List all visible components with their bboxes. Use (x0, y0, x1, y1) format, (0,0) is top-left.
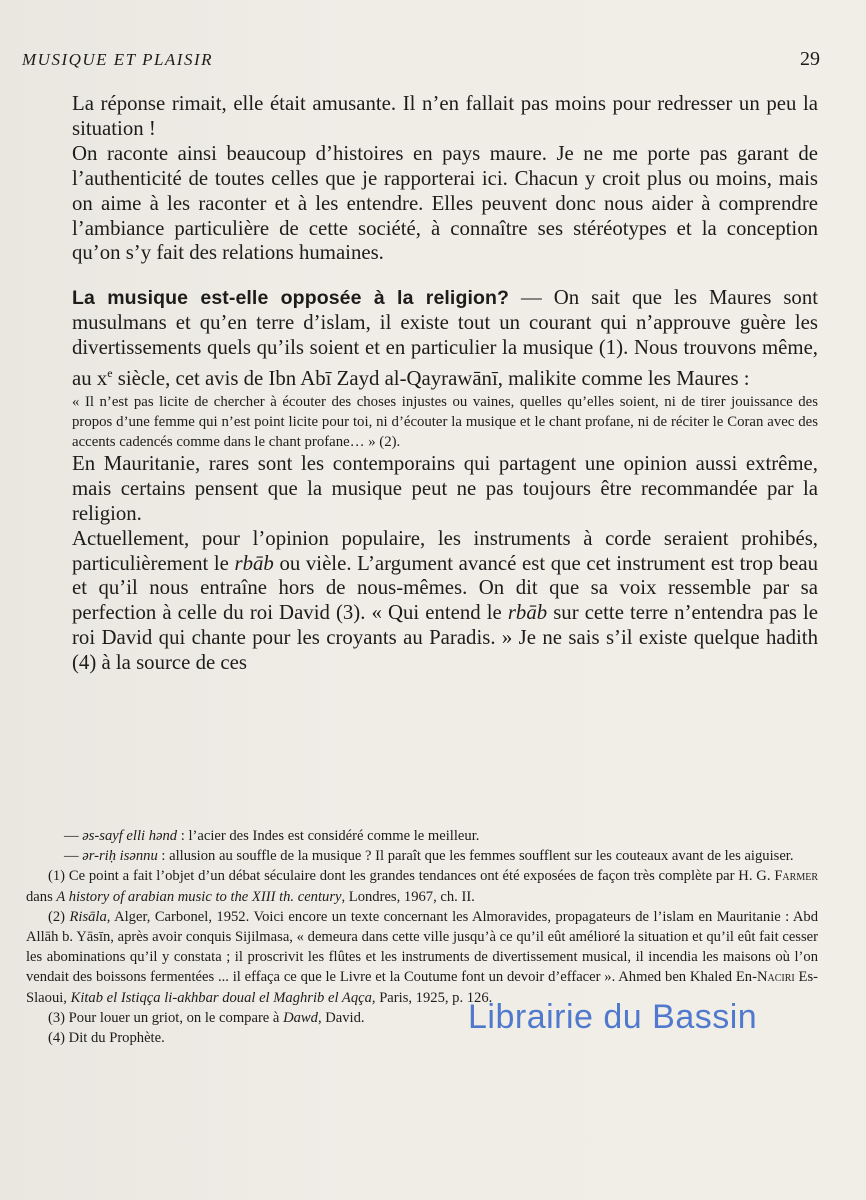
main-text (72, 92, 818, 676)
paragraph-4 (72, 452, 818, 527)
footnote-2-text-c: Es-Slaoui, (26, 969, 818, 1006)
footnote-2-text-d: , Paris, 1925, p. 126. (371, 989, 493, 1006)
glossary-text-b: : allusion au souffle de la musique ? Il paraît que les femmes soufflent sur les couteaux avant de les aiguiser. (157, 848, 794, 865)
note-glossary-b: — ər-riḥ isənnu : allusion au souffle de la musique ? Il paraît que les femmes soufflent sur les couteaux avant de les aiguiser. (64, 848, 794, 865)
paragraph-2-text: On raconte ainsi beaucoup d’histoires en pays maure. Je ne me porte pas garant de l’authenticité de toutes celles que je rapporterai ici. Chacun y croit plus ou moins, mais on aime à les raconter et à les entendre. Elles peuvent donc nous aider à comprendre l’ambiance particulière de cette société, à connaître ses stéréotypes et la conception qu’on s’y fait des relations humaines. (72, 141, 818, 265)
paragraph-1 (72, 92, 818, 142)
section-heading: La musique est-elle opposée à la religion? (72, 287, 510, 310)
glossary-text-a: : l’acier des Indes est considéré comme le meilleur. (177, 828, 480, 844)
paragraph-5-text-a: Actuellement, pour l’opinion populaire, les instruments à corde seraient prohibés, particulièrement le (72, 526, 818, 575)
footnote-2-text-b: , Alger, Carbonel, 1952. Voici encore un texte concernant les Almoravides, propagateurs de l’islam en Mauritanie : Abd Allāh b. Yāsīn, après avoir conquis Sijilmasa, « demeura dans cette ville jusqu’à ce qu’il eût amélioré la situation et qu’il eût fait cesser les abominations qu’il y constata ; il proscrivit les flûtes et les instruments de divertissement musical, il incendia les maisons où l’on vendait des boissons fermentées ... il effaça ce que le Livre et la Coutume font un devoir d’effacer ». Ahmed ben Khaled En- (26, 908, 819, 986)
footnote-1-title: A history of arabian music to the XIII th. century (56, 888, 342, 905)
footnote-2-book: Kitab el Istiqça li-akhbar doual el Maghrib el Aqça (70, 989, 372, 1006)
footnote-3-term: Dawd (283, 1009, 318, 1026)
block-quote: « Il n’est pas licite de chercher à écouter des choses injustes ou vaines, quelles qu’elles soient, ni de tirer jouissance des propos d’une femme qui n’est point licite pour toi, ni d’écouter la musique et le chant profane, ni de réciter le Coran avec des accents cadencés comme dans le chant profane… » (2). (72, 393, 818, 450)
running-title: MUSIQUE ET PLAISIR (22, 50, 213, 69)
century-superscript: e (107, 366, 113, 381)
footnote-1-author: Farmer (774, 868, 818, 885)
footnote-2 (26, 907, 818, 1008)
page-header (22, 48, 820, 71)
paragraph-3-text-a: — On sait que les Maures sont musulmans et qu’en terre d’islam, il existe tout un courant qui n’approuve guère les divertissements quels qu’ils soient et en particulier la musique (1). Nous trouvons même, au x (72, 286, 818, 390)
footnote-1-text-b: dans (26, 888, 57, 905)
paragraph-5 (72, 527, 818, 676)
glossary-term-b: ər-riḥ isənnu (82, 848, 158, 865)
footnote-1-text-c: , Londres, 1967, ch. II. (341, 888, 475, 905)
paragraph-5-text-b: ou vièle. L’argument avancé est que cet instrument est trop beau et qu’il nous entraîne hors de nous-mêmes. On dit que sa voix ressemble par sa perfection à celle du roi David (3). « Qui entend le (72, 551, 818, 625)
footnote-4-text: (4) Dit du Prophète. (48, 1030, 165, 1047)
glossary-term-a: əs-sayf elli hənd (82, 828, 178, 844)
footnote-3-text-b: , David. (317, 1009, 365, 1026)
footnote-3-text-a: (3) Pour louer un griot, on le compare à (48, 1009, 284, 1026)
paragraph-3 (72, 286, 818, 392)
paragraph-1-text: La réponse rimait, elle était amusante. Il n’en fallait pas moins pour redresser un peu la situation ! (72, 92, 818, 140)
footnote-2-author: Naciri (756, 969, 795, 986)
term-rbab-2: rbāb (507, 601, 548, 625)
page-number: 29 (800, 48, 820, 70)
paragraph-2 (72, 142, 818, 267)
paragraph-5-text-c: sur cette terre n’entendra pas le roi David qui chante pour les croyants au Paradis. » Je ne sais s’il existe quelque hadith (4) à la source de ces (72, 601, 818, 675)
term-rbab: rbāb (234, 551, 274, 575)
footnote-2-title: Risāla (69, 908, 107, 925)
footnote-2-num: (2) (48, 908, 70, 925)
footnote-1 (26, 866, 818, 906)
paragraph-4-text: En Mauritanie, rares sont les contemporains qui partagent une opinion aussi extrême, mais certains pensent que la musique peut ne pas toujours être recommandée par la religion. (72, 451, 818, 525)
footnote-1-text-a: (1) Ce point a fait l’objet d’un débat séculaire dont les grandes tendances ont été exposées de façon très complète par H. G. (48, 868, 775, 885)
note-glossary-a: — əs-sayf elli hənd : l’acier des Indes est considéré comme le meilleur. (64, 828, 480, 844)
seller-watermark: Librairie du Bassin (468, 998, 758, 1036)
paragraph-3-text-b: siècle, cet avis de Ibn Abī Zayd al-Qayrawānī, malikite comme les Maures : (112, 366, 750, 390)
